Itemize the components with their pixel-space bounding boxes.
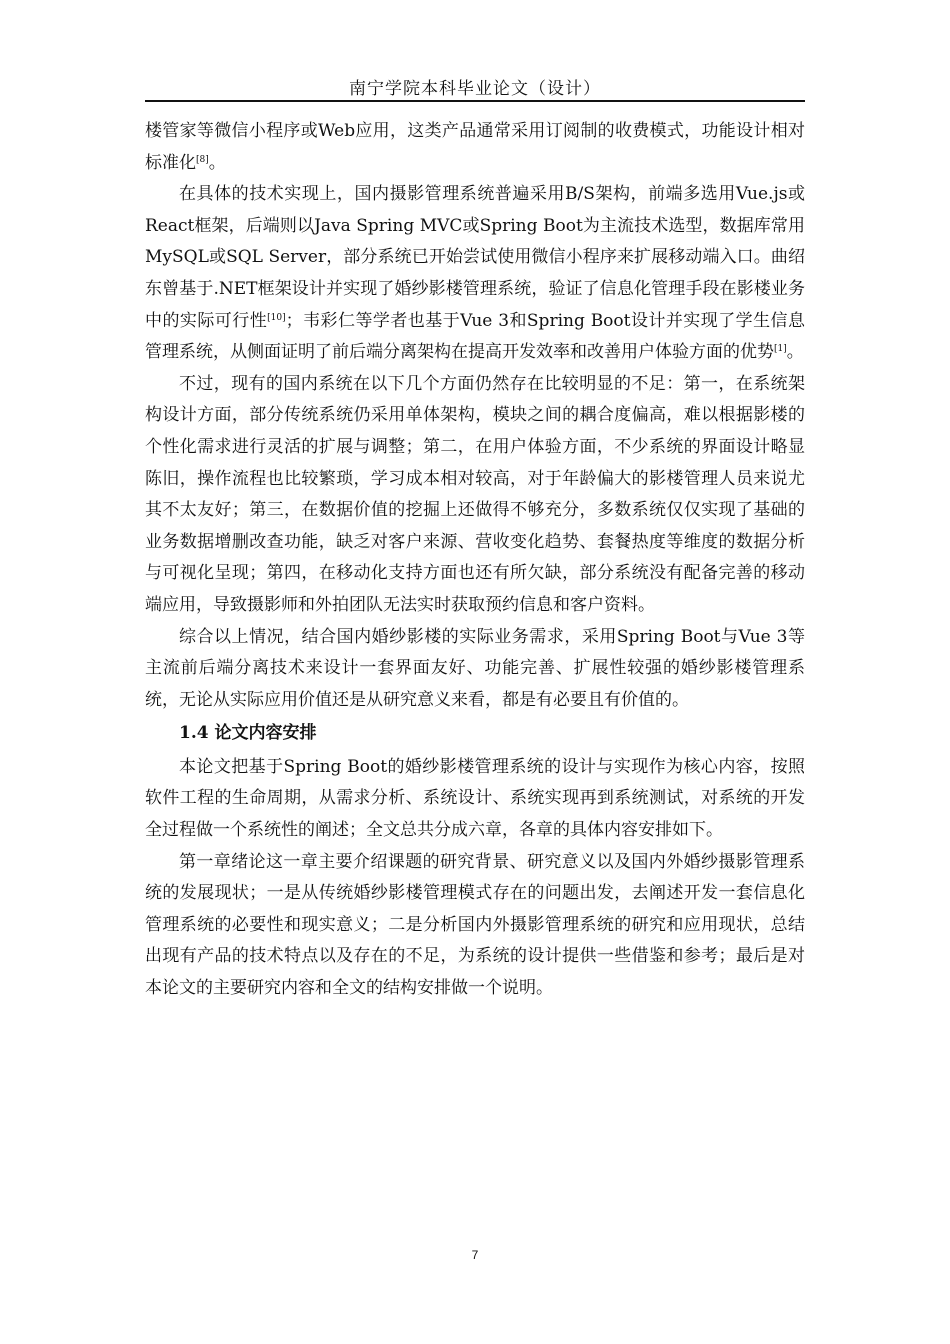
paragraph-1: 楼管家等微信小程序或Web应用，这类产品通常采用订阅制的收费模式，功能设计相对标准化[8]。 (145, 121, 805, 173)
paragraph-5: 本论文把基于Spring Boot的婚纱影楼管理系统的设计与实现作为核心内容，按照软件工程的生命周期，从需求分析、系统设计、系统实现再到系统测试，对系统的开发全过程做一个系统性的阐述；全文总共分成六章，各章的具体内容安排如下。 (145, 756, 805, 841)
citation: [10] (267, 312, 286, 323)
page-number: 7 (471, 1248, 479, 1262)
paragraph-3: 不过，现有的国内系统在以下几个方面仍然存在比较明显的不足：第一，在系统架构设计方面，部分传统系统仍采用单体架构，模块之间的耦合度偏高，难以根据影楼的个性化需求进行灵活的扩展与调整；第二，在用户体验方面，不少系统的界面设计略显陈旧，操作流程也比较繁琐，学习成本相对较高，对于年龄偏大的影楼管理人员来说尤其不太友好；第三，在数据价值的挖掘上还做得不够充分，多数系统仅仅实现了基础的业务数据增删改查功能，缺乏对客户来源、营收变化趋势、套餐热度等维度的数据分析与可视化呈现；第四，在移动化支持方面也还有所欠缺，部分系统没有配备完善的移动端应用，导致摄影师和外拍团队无法实时获取预约信息和客户资料。 (145, 373, 805, 615)
paragraph-2: 在具体的技术实现上，国内摄影管理系统普遍采用B/S架构，前端多选用Vue.js或React框架，后端则以Java Spring MVC或Spring Boot为主流技术选型，数据库常用MySQL或SQL Server，部分系统已开始尝试使用微信小程序来扩展移动端入口。曲绍东曾基于.NET框架设计并实现了婚纱影楼管理系统，验证了信息化管理手段在影楼业务中的实际可行性[10]；韦彩仁等学者也基于Vue 3和Spring Boot设计并实现了学生信息管理系统，从侧面证明了前后端分离架构在提高开发效率和改善用户体验方面的优势[1]。 (145, 184, 805, 363)
section-heading: 1.4 论文内容安排 (179, 723, 317, 744)
paragraph-6: 第一章绪论这一章主要介绍课题的研究背景、研究意义以及国内外婚纱摄影管理系统的发展现状；一是从传统婚纱影楼管理模式存在的问题出发，去阐述开发一套信息化管理系统的必要性和现实意义；二是分析国内外摄影管理系统的研究和应用现状，总结出现有产品的技术特点以及存在的不足，为系统的设计提供一些借鉴和参考；最后是对本论文的主要研究内容和全文的结构安排做一个说明。 (145, 851, 805, 999)
header-rule (145, 100, 805, 102)
paragraph-4: 综合以上情况，结合国内婚纱影楼的实际业务需求，采用Spring Boot与Vue 3等主流前后端分离技术来设计一套界面友好、功能完善、扩展性较强的婚纱影楼管理系统，无论从实际应用价值还是从研究意义来看，都是有必要且有价值的。 (145, 626, 805, 710)
citation: [1] (774, 344, 787, 355)
running-header: 南宁学院本科毕业论文（设计） (349, 79, 601, 99)
citation: [8] (196, 154, 209, 165)
body-text (145, 116, 805, 1005)
